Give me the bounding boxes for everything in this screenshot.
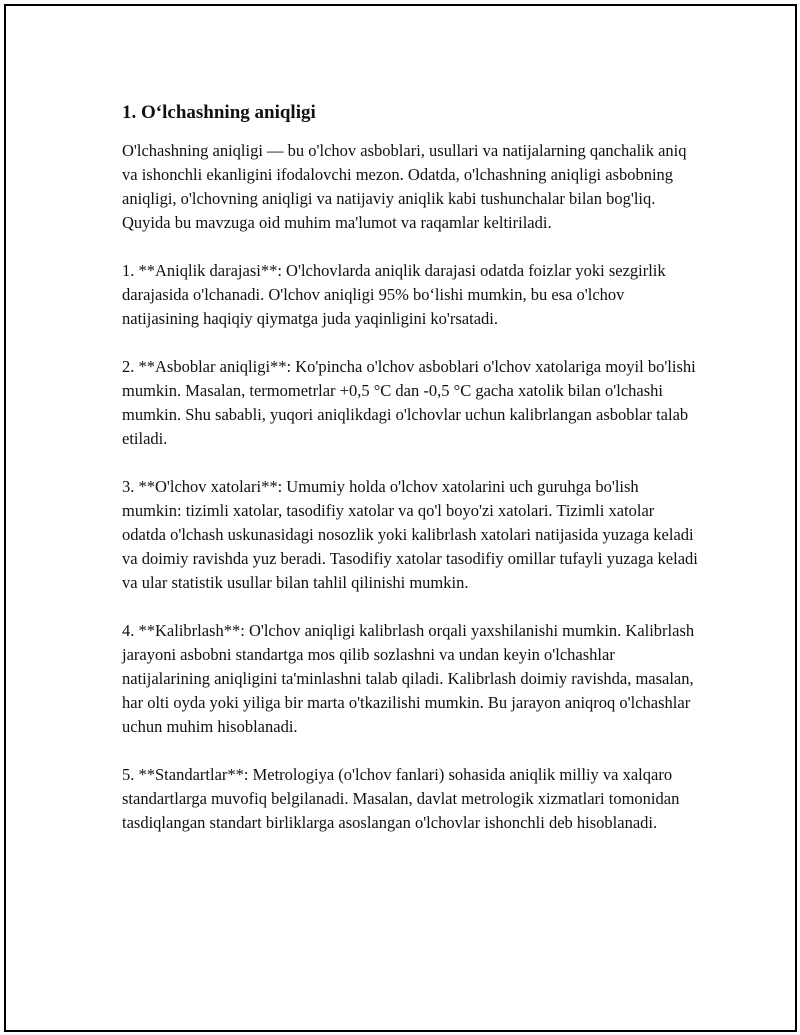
paragraph-instrument-accuracy: 2. **Asboblar aniqligi**: Ko'pincha o'lchov asboblari o'lchov xatolariga moyil bo'lishi mumkin. Masalan, termometrlar +0,5 °C dan -0,5 °C gacha xatolik bilan o'lchashi mumkin. Shu sababli, yuqori aniqlikdagi o'lchovlar uchun kalibrlangan asboblar talab etiladi.: [122, 357, 696, 448]
paragraph-measurement-errors: 3. **O'lchov xatolari**: Umumiy holda o'lchov xatolarini uch guruhga bo'lish mumkin: tizimli xatolar, tasodifiy xatolar va qo'l boyo'zi xatolari. Tizimli xatolar odatda o'lchash uskunasidagi nosozlik yoki kalibrlash xatolari natijasida yuzaga keladi va doimiy ravishda yuz beradi. Tasodifiy xatolar tasodifiy omillar tufayli yuzaga keladi va ular statistik usullar bilan tahlil qilinishi mumkin.: [122, 477, 698, 592]
paragraph-accuracy-level: 1. **Aniqlik darajasi**: O'lchovlarda aniqlik darajasi odatda foizlar yoki sezgirlik darajasida o'lchanadi. O'lchov aniqligi 95% bo‘lishi mumkin, bu esa o'lchov natijasining haqiqiy qiymatga juda yaqinligini ko'rsatadi.: [122, 261, 666, 328]
document-body: [122, 101, 702, 859]
paragraph-standards: 5. **Standartlar**: Metrologiya (o'lchov fanlari) sohasida aniqlik milliy va xalqaro standartlarga muvofiq belgilanadi. Masalan, davlat metrologik xizmatlari tomonidan tasdiqlangan standart birliklarga asoslangan o'lchovlar ishonchli deb hisoblanadi.: [122, 765, 680, 832]
section-heading: 1. O‘lchashning aniqligi: [122, 102, 316, 123]
intro-paragraph: O'lchashning aniqligi — bu o'lchov asboblari, usullari va natijalarning qanchalik aniq va ishonchli ekanligini ifodalovchi mezon. Odatda, o'lchashning aniqligi asbobning aniqligi, o'lchovning aniqligi va natijaviy aniqlik kabi tushunchalar bilan bog'liq. Quyida bu mavzuga oid muhim ma'lumot va raqamlar keltiriladi.: [122, 141, 687, 232]
paragraph-calibration: 4. **Kalibrlash**: O'lchov aniqligi kalibrlash orqali yaxshilanishi mumkin. Kalibrlash jarayoni asbobni standartga mos qilib sozlashni va undan keyin o'lchashlar natijalarining aniqligini ta'minlashni talab qiladi. Kalibrlash doimiy ravishda, masalan, har olti oyda yoki yiliga bir marta o'tkazilishi mumkin. Bu jarayon aniqroq o'lchashlar uchun muhim hisoblanadi.: [122, 621, 695, 736]
page-frame: [4, 4, 797, 1032]
